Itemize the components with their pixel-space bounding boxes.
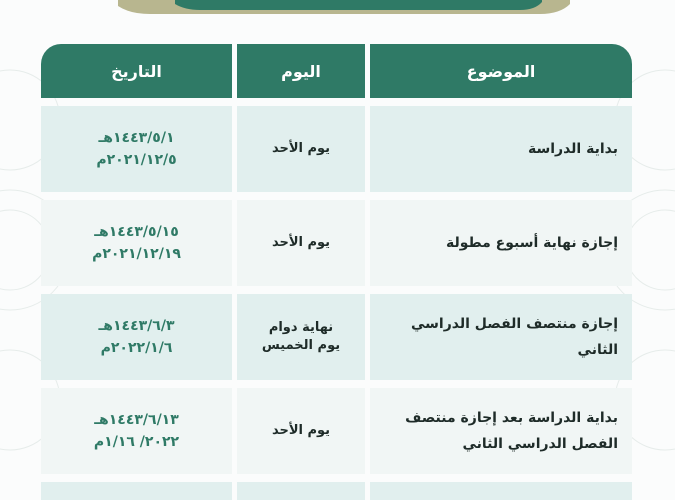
day-text: يوم الأحد <box>271 141 331 156</box>
table-row-partial <box>41 482 632 500</box>
day-text: يوم الأحد <box>271 423 331 438</box>
table-header-row <box>41 44 632 98</box>
day-cell <box>237 294 365 380</box>
topic-cell <box>370 294 632 380</box>
hijri-date: ١٤٤٣/٦/٣هـ <box>98 318 175 334</box>
date-cell <box>41 388 232 474</box>
table-row <box>41 294 632 380</box>
gregorian-date: ٢٠٢٢/ ١/١٦م <box>93 434 180 450</box>
topic-cell <box>370 388 632 474</box>
topic-cell <box>370 106 632 192</box>
header-date: التاريخ <box>41 44 232 98</box>
table-row <box>41 106 632 192</box>
day-cell <box>237 200 365 286</box>
table-row <box>41 200 632 286</box>
topic-text: إجازة نهاية أسبوع مطولة <box>445 235 618 251</box>
day-cell <box>237 106 365 192</box>
day-text-line-1: نهاية دوام <box>268 320 334 335</box>
header-day: اليوم <box>237 44 365 98</box>
date-cell <box>41 106 232 192</box>
topic-cell <box>370 482 632 500</box>
date-cell <box>41 482 232 500</box>
day-cell <box>237 388 365 474</box>
hijri-date: ١٤٤٣/٦/١٣هـ <box>94 412 179 428</box>
header-topic: الموضوع <box>370 44 632 98</box>
day-text-line-2: يوم الخميس <box>261 338 341 353</box>
date-cell <box>41 200 232 286</box>
hijri-date: ١٤٤٣/٥/١٥هـ <box>94 224 179 240</box>
date-cell <box>41 294 232 380</box>
topic-text: إجازة منتصف الفصل الدراسي الثاني <box>410 316 618 358</box>
gregorian-date: ٢٠٢١/١٢/٥م <box>96 152 177 168</box>
day-text: يوم الأحد <box>271 235 331 250</box>
hijri-date: ١٤٤٣/٥/١هـ <box>98 130 175 146</box>
gregorian-date: ٢٠٢١/١٢/١٩م <box>92 246 181 262</box>
topic-text: بداية الدراسة <box>527 141 618 157</box>
table-row <box>41 388 632 474</box>
schedule-table <box>41 44 632 500</box>
day-cell <box>237 482 365 500</box>
top-banner-decoration <box>0 0 675 16</box>
topic-text: بداية الدراسة بعد إجازة منتصف الفصل الدراسي الثاني <box>405 410 618 452</box>
gregorian-date: ٢٠٢٢/١/٦م <box>100 340 173 356</box>
topic-cell <box>370 200 632 286</box>
